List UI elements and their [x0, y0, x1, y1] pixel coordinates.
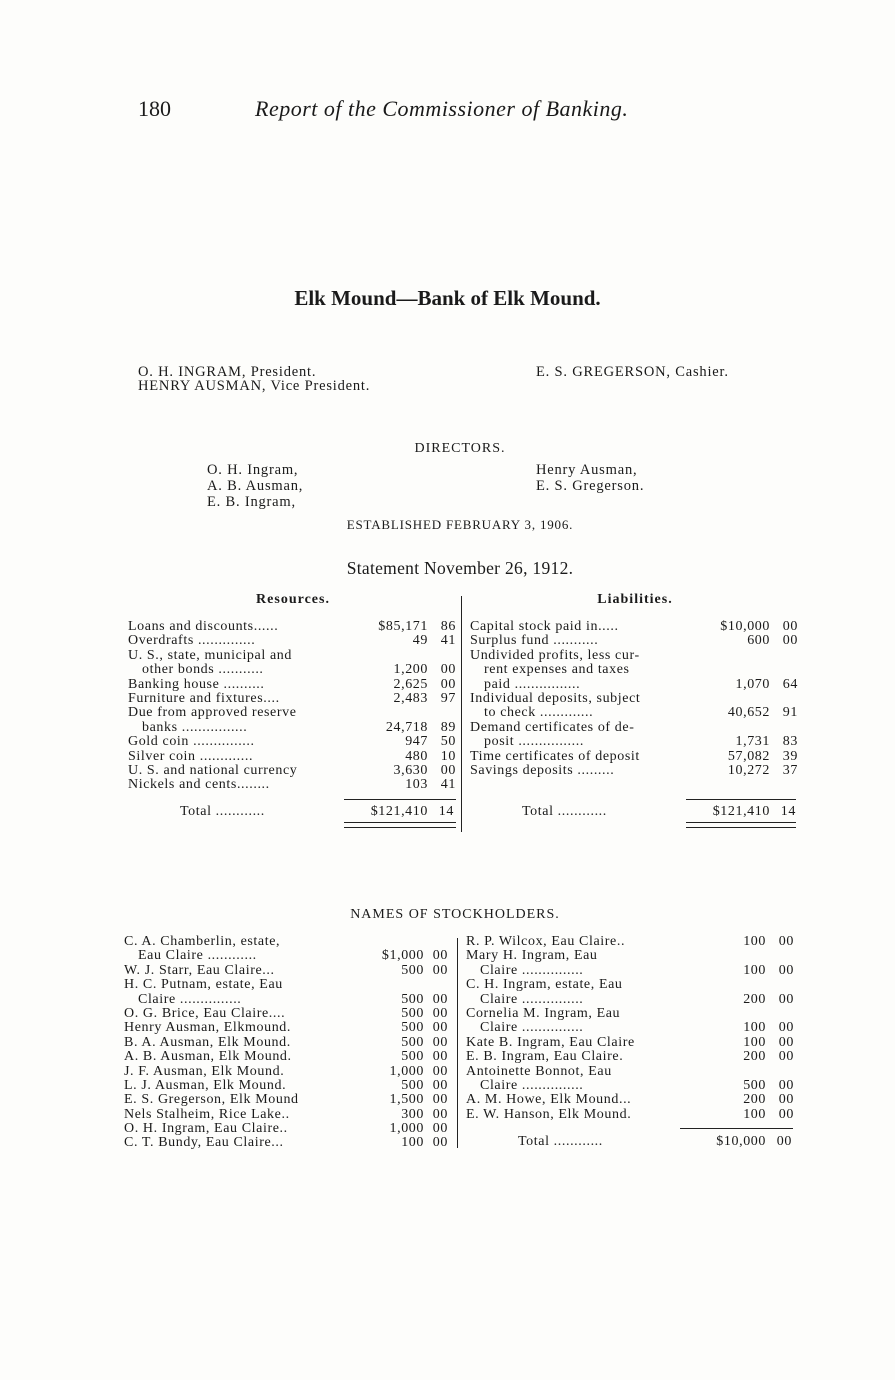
table-row — [466, 1050, 793, 1064]
row-dollars: 1,500 — [389, 1092, 424, 1108]
row-dollars: 480 — [405, 748, 428, 764]
row-cents: 00 — [432, 1005, 448, 1021]
resources-total-label: Total ............ — [180, 804, 265, 819]
table-row — [124, 949, 451, 963]
row-label: Claire ............... — [480, 1077, 584, 1093]
row-cents: 97 — [440, 690, 456, 706]
row-dollars: 500 — [401, 1005, 424, 1021]
row-dollars: 500 — [401, 1077, 424, 1093]
table-row — [124, 1021, 451, 1035]
row-label: Loans and discounts...... — [128, 619, 279, 634]
row-dollars: 100 — [743, 1034, 766, 1050]
table-row — [128, 663, 458, 677]
row-dollars: $85,171 — [378, 619, 428, 634]
row-label: U. S., state, municipal and — [128, 647, 292, 663]
row-label: paid ................ — [484, 676, 581, 692]
director-name: E. B. Ingram, — [207, 494, 296, 510]
table-row — [470, 692, 800, 706]
row-cents: 91 — [782, 705, 798, 721]
row-dollars: 1,000 — [389, 1121, 424, 1137]
table-row — [124, 1036, 451, 1050]
stockholders-column-divider — [457, 938, 458, 1148]
row-cents: 00 — [432, 1106, 448, 1122]
row-dollars: 100 — [401, 1135, 424, 1151]
row-label: Eau Claire ............ — [138, 948, 257, 964]
row-label: Banking house .......... — [128, 676, 265, 692]
row-dollars: 10,272 — [727, 762, 770, 778]
table-row — [466, 978, 793, 992]
directors-left-list — [207, 462, 303, 510]
row-label: Time certificates of deposit — [470, 748, 640, 764]
row-label: C. T. Bundy, Eau Claire... — [124, 1135, 284, 1151]
row-label: Due from approved reserve — [128, 705, 297, 721]
table-row — [470, 649, 800, 663]
officer-cashier: E. S. GREGERSON, Cashier. — [536, 364, 729, 380]
row-label: Kate B. Ingram, Eau Claire — [466, 1034, 635, 1050]
row-cents: 00 — [432, 1121, 448, 1137]
row-cents: 00 — [440, 676, 456, 692]
row-dollars: 500 — [401, 962, 424, 978]
row-cents: 00 — [778, 1034, 794, 1050]
table-row — [128, 649, 458, 663]
row-cents: 00 — [778, 934, 794, 949]
row-cents: 00 — [782, 619, 798, 634]
row-dollars: 500 — [401, 1020, 424, 1036]
row-label: Silver coin ............. — [128, 748, 254, 764]
row-cents: 00 — [440, 662, 456, 678]
row-cents: 00 — [432, 1034, 448, 1050]
stockholders-total-cents: 00 — [776, 1134, 792, 1149]
row-dollars: 24,718 — [385, 719, 428, 735]
bank-title: Elk Mound—Bank of Elk Mound. — [294, 286, 601, 310]
liabilities-total-dollars: $121,410 — [712, 804, 770, 819]
column-divider — [461, 596, 462, 832]
row-label: Claire ............... — [138, 991, 242, 1007]
row-label: Claire ............... — [480, 1020, 584, 1036]
table-row — [466, 1108, 793, 1122]
row-label: L. J. Ausman, Elk Mound. — [124, 1077, 287, 1093]
liabilities-list — [470, 620, 800, 778]
directors-right-list — [536, 462, 644, 494]
row-cents: 50 — [440, 734, 456, 750]
table-row — [470, 620, 800, 634]
row-label: C. H. Ingram, estate, Eau — [466, 977, 623, 993]
row-cents: 00 — [778, 1106, 794, 1122]
row-label: Cornelia M. Ingram, Eau — [466, 1005, 621, 1021]
row-dollars: 500 — [401, 1049, 424, 1065]
table-row — [466, 949, 793, 963]
table-row — [470, 663, 800, 677]
row-label: Furniture and fixtures.... — [128, 690, 280, 706]
row-dollars: 40,652 — [727, 705, 770, 721]
row-dollars: 200 — [743, 1049, 766, 1065]
row-label: Individual deposits, subject — [470, 690, 641, 706]
row-cents: 00 — [778, 1020, 794, 1036]
table-row — [124, 1136, 451, 1150]
table-row — [466, 1021, 793, 1035]
resources-total-double-rule — [344, 822, 456, 828]
row-cents: 00 — [432, 1077, 448, 1093]
row-dollars: 57,082 — [727, 748, 770, 764]
table-row — [128, 735, 458, 749]
row-label: Nels Stalheim, Rice Lake.. — [124, 1106, 290, 1122]
row-cents: 00 — [432, 1092, 448, 1108]
table-row — [466, 1093, 793, 1107]
row-dollars: 100 — [743, 1020, 766, 1036]
row-label: B. A. Ausman, Elk Mound. — [124, 1034, 291, 1050]
row-dollars: 1,200 — [393, 662, 428, 678]
row-dollars: 200 — [743, 1092, 766, 1108]
directors-heading: DIRECTORS. — [414, 441, 506, 456]
row-cents: 00 — [432, 1020, 448, 1036]
row-dollars: 100 — [743, 1106, 766, 1122]
row-dollars: 1,070 — [735, 676, 770, 692]
table-row — [466, 1007, 793, 1021]
row-dollars: 1,731 — [735, 734, 770, 750]
row-cents: 89 — [440, 719, 456, 735]
table-row — [124, 993, 451, 1007]
row-cents: 86 — [440, 619, 456, 634]
statement-title: Statement November 26, 1912. — [346, 558, 574, 578]
liabilities-total-label: Total ............ — [522, 804, 607, 819]
table-row — [124, 978, 451, 992]
table-row — [124, 964, 451, 978]
table-row — [124, 1050, 451, 1064]
row-label: O. H. Ingram, Eau Claire.. — [124, 1121, 288, 1137]
row-dollars: 103 — [405, 777, 428, 793]
row-dollars: 49 — [412, 633, 428, 649]
row-dollars: $1,000 — [381, 948, 424, 964]
row-label: Henry Ausman, Elkmound. — [124, 1020, 292, 1036]
table-row — [128, 678, 458, 692]
director-name: A. B. Ausman, — [207, 478, 304, 494]
row-label: R. P. Wilcox, Eau Claire.. — [466, 934, 626, 949]
row-label: Gold coin ............... — [128, 734, 255, 750]
resources-list — [128, 620, 458, 793]
table-row — [470, 750, 800, 764]
table-row — [124, 1093, 451, 1107]
director-name: E. S. Gregerson. — [536, 478, 645, 494]
row-label: A. B. Ausman, Elk Mound. — [124, 1049, 292, 1065]
row-cents: 00 — [782, 633, 798, 649]
table-row — [470, 764, 800, 778]
row-label: Antoinette Bonnot, Eau — [466, 1063, 612, 1079]
officer-president: O. H. INGRAM, President. — [138, 364, 317, 380]
row-label: W. J. Starr, Eau Claire... — [124, 962, 275, 978]
row-dollars: 947 — [405, 734, 428, 750]
row-cents: 00 — [432, 991, 448, 1007]
liabilities-heading: Liabilities. — [597, 592, 673, 607]
row-cents: 00 — [778, 1077, 794, 1093]
row-label: Overdrafts .............. — [128, 633, 256, 649]
row-dollars: 100 — [743, 934, 766, 949]
table-row — [128, 620, 458, 634]
row-label: Nickels and cents........ — [128, 777, 270, 793]
table-row — [466, 1065, 793, 1079]
row-dollars: $10,000 — [720, 619, 770, 634]
row-label: rent expenses and taxes — [484, 662, 630, 678]
row-label: Capital stock paid in..... — [470, 619, 619, 634]
row-dollars: 2,483 — [393, 690, 428, 706]
table-row — [466, 1036, 793, 1050]
resources-total-dollars: $121,410 — [370, 804, 428, 819]
stockholders-right-list — [466, 935, 793, 1122]
stockholders-heading: NAMES OF STOCKHOLDERS. — [350, 907, 560, 922]
row-cents: 41 — [440, 777, 456, 793]
table-row — [470, 735, 800, 749]
row-label: Demand certificates of de- — [470, 719, 635, 735]
resources-total-rule — [344, 799, 456, 800]
row-label: C. A. Chamberlin, estate, — [124, 934, 281, 949]
row-dollars: 200 — [743, 991, 766, 1007]
row-dollars: 100 — [743, 962, 766, 978]
row-label: E. B. Ingram, Eau Claire. — [466, 1049, 624, 1065]
row-dollars: 1,000 — [389, 1063, 424, 1079]
table-row — [470, 706, 800, 720]
row-cents: 00 — [440, 762, 456, 778]
row-label: U. S. and national currency — [128, 762, 298, 778]
table-row — [124, 1007, 451, 1021]
table-row — [128, 721, 458, 735]
table-row — [466, 993, 793, 1007]
row-cents: 00 — [778, 991, 794, 1007]
table-row — [128, 764, 458, 778]
row-cents: 00 — [432, 948, 448, 964]
table-row — [128, 706, 458, 720]
row-dollars: 500 — [743, 1077, 766, 1093]
table-row — [470, 678, 800, 692]
resources-total-cents: 14 — [438, 804, 454, 819]
row-cents: 37 — [782, 762, 798, 778]
row-label: posit ................ — [484, 734, 584, 750]
table-row — [124, 1065, 451, 1079]
row-label: E. S. Gregerson, Elk Mound — [124, 1092, 299, 1108]
table-row — [124, 1122, 451, 1136]
officer-vice-president: HENRY AUSMAN, Vice President. — [138, 378, 371, 394]
table-row — [470, 634, 800, 648]
row-dollars: 500 — [401, 1034, 424, 1050]
established-date: ESTABLISHED FEBRUARY 3, 1906. — [346, 517, 574, 532]
table-row — [470, 721, 800, 735]
row-cents: 00 — [778, 1092, 794, 1108]
row-cents: 83 — [782, 734, 798, 750]
row-cents: 00 — [432, 962, 448, 978]
table-row — [466, 935, 793, 949]
table-row — [128, 634, 458, 648]
liabilities-total-double-rule — [686, 822, 796, 828]
row-cents: 41 — [440, 633, 456, 649]
row-dollars: 500 — [401, 991, 424, 1007]
page-number: 180 — [138, 96, 171, 121]
stockholders-total-dollars: $10,000 — [716, 1134, 766, 1149]
stockholders-total-rule — [680, 1128, 793, 1129]
table-row — [466, 1079, 793, 1093]
row-dollars: 3,630 — [393, 762, 428, 778]
row-label: O. G. Brice, Eau Claire.... — [124, 1005, 286, 1021]
liabilities-total-cents: 14 — [780, 804, 796, 819]
row-cents: 00 — [778, 1049, 794, 1065]
stockholders-total-label: Total ............ — [518, 1134, 603, 1149]
resources-heading: Resources. — [256, 592, 330, 607]
table-row — [124, 935, 451, 949]
row-cents: 00 — [432, 1135, 448, 1151]
row-cents: 39 — [782, 748, 798, 764]
row-label: A. M. Howe, Elk Mound... — [466, 1092, 632, 1108]
stockholders-left-list — [124, 935, 451, 1151]
liabilities-total-rule — [686, 799, 796, 800]
row-label: to check ............. — [484, 705, 594, 721]
row-dollars: 600 — [747, 633, 770, 649]
table-row — [124, 1079, 451, 1093]
row-cents: 10 — [440, 748, 456, 764]
table-row — [466, 964, 793, 978]
table-row — [128, 750, 458, 764]
row-cents: 00 — [778, 962, 794, 978]
row-cents: 64 — [782, 676, 798, 692]
table-row — [128, 692, 458, 706]
running-title: Report of the Commissioner of Banking. — [255, 96, 629, 121]
row-label: Claire ............... — [480, 962, 584, 978]
row-label: banks ................ — [142, 719, 248, 735]
row-label: H. C. Putnam, estate, Eau — [124, 977, 283, 993]
row-label: Surplus fund ........... — [470, 633, 599, 649]
row-label: other bonds ........... — [142, 662, 264, 678]
row-dollars: 2,625 — [393, 676, 428, 692]
row-label: Mary H. Ingram, Eau — [466, 948, 598, 964]
row-cents: 00 — [432, 1063, 448, 1079]
row-label: J. F. Ausman, Elk Mound. — [124, 1063, 285, 1079]
director-name: O. H. Ingram, — [207, 462, 299, 478]
row-label: Savings deposits ......... — [470, 762, 615, 778]
row-dollars: 300 — [401, 1106, 424, 1122]
table-row — [128, 778, 458, 792]
row-label: E. W. Hanson, Elk Mound. — [466, 1106, 632, 1122]
table-row — [124, 1108, 451, 1122]
director-name: Henry Ausman, — [536, 462, 638, 478]
row-label: Claire ............... — [480, 991, 584, 1007]
row-label: Undivided profits, less cur- — [470, 647, 640, 663]
row-cents: 00 — [432, 1049, 448, 1065]
